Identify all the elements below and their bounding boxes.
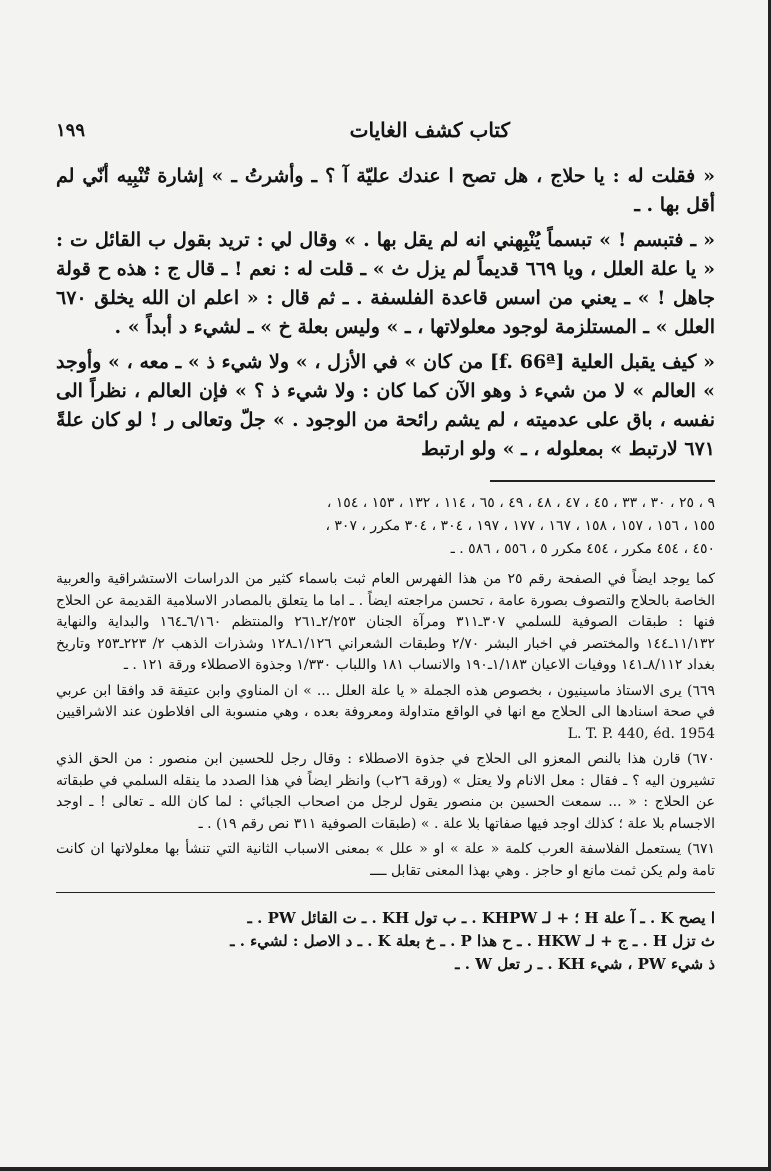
footnote: ٦٧٠) قارن هذا بالنص المعزو الى الحلاج في جذوة الاصطلاء : وقال رجل للحسين ابن منصور : من الحق الذي تشيرون اليه ؟ ـ فقال : معل الانام ولا يعتل » (ورقة ٢٦ب) وانظر ايضاً في هذا الصدد ما ينقله السلمي في طبقاته عن الحلاج : « ... سمعت الحسين بن منصور يقول لرجل من اصحاب الجبائي : لما كان الله ـ تعالى ! ـ اوجد الاجسام بلا علة ؛ كذلك اوجد فيها صفاتها بلا علة . » (طبقات الصوفية ٣١١ نص رقم ١٩) . ـ	[56, 751, 715, 832]
page-references	[56, 492, 715, 561]
main-paragraph: « ـ فتبسم ! » تبسماً يُنْبِهني انه لم يقل بها . » وقال لي : تريد بقول ب القائل ت : « يا علة العلل ، ويا ٦٦٩ قديماً لم يزل ث » ـ قلت له : نعم ! ـ قال ج : هذه ح قولة جاهل ! » ـ يعني من اسس قاعدة الفلسفة . ـ ثم قال : « اعلم ان الله يخلق ٦٧٠ العلل » ـ المستلزمة لوجود معلولاتها ، ـ » وليس بعلة خ » ـ لشيء د أبداً » .	[56, 229, 715, 338]
footnote: كما يوجد ايضاً في الصفحة رقم ٢٥ من هذا الفهرس العام ثبت باسماء كثير من الدراسات الاستشراقية والعربية الخاصة بالحلاج والتصوف بصورة عامة ، تحسن مراجعته ايضاً . ـ اما ما يتعلق بالمصادر الاسلامية القديمة عن الحلاج فنها : طبقات الصوفية للسلمي ٣٠٧ـ٣١١ ومرآة الجنان ٢/٢٥٣ـ٢٦١ والمنتظم ٦/١٦٠ـ١٦٤ والبداية والنهاية ١١/١٣٢ـ١٤٤ والمختصر في اخبار البشر ٢/٧٠ وطبقات الشعراني ١/١٢٦ـ١٢٨ وشذرات الذهب ٢/ ٢٢٣ـ٢٥٣ وتاريخ بغداد ٨/١١٢ـ١٤١ ووفيات الاعيان ١/١٨٣ـ١٩٠ والانساب ١٨١ واللباب ١/٣٣٠ وجذوة الاصطلاء ورقة ١٢١ . ـ	[56, 571, 715, 673]
reference-line: ٩ ، ٢٥ ، ٣٠ ، ٣٣ ، ٤٥ ، ٤٧ ، ٤٨ ، ٤٩ ، ٦٥ ، ١١٤ ، ١٣٢ ، ١٥٣ ، ١٥٤ ،	[326, 495, 715, 511]
main-paragraph: « كيف يقبل العلية [f. 66ª] من كان » في الأزل ، » ولا شيء ذ » ـ معه ، » وأوجد » العالم » لا من شيء ذ وهو الآن كما كان : ولا شيء ذ ؟ » فإن العالم ، نظراً الى نفسه ، باق على عدميته ، لم يشم رائحة من الوجود . » جلّ وتعالى ر ! لو كان علةً ٦٧١ لارتبط » بمعلوله ، ـ » ولو ارتبط	[56, 351, 715, 460]
critical-apparatus	[56, 907, 715, 976]
variant-line: ا يصح K . ـ آ علة H ؛ + لـ KHPW . ـ ب تول KH . ـ ت القائل PW . ـ	[247, 909, 715, 927]
main-paragraph: « فقلت له : يا حلاج ، هل تصح ا عندك عليّة آ ؟ ـ وأشرتُ ـ » إشارة تُنْبِيه أنّي لم أقل بها . ـ	[56, 165, 715, 216]
variant-line: ث تزل H . ـ ج + لـ HKW . ـ ح هذا P . ـ خ بعلة K . ـ د الاصل : لشيء . ـ	[230, 932, 715, 950]
footnote-rule	[490, 480, 715, 482]
reference-line: ١٥٥ ، ١٥٦ ، ١٥٧ ، ١٥٨ ، ١٦٧ ، ١٧٧ ، ١٩٧ ، ٣٠٤ ، ٣٠٤ مكرر ، ٣٠٧ ،	[325, 518, 715, 534]
footnote: ٦٦٩) يرى الاستاذ ماسينيون ، بخصوص هذه الجملة « يا علة العلل ... » ان المناوي وابن عتيقة قد وافقا ابن عربي في صحة اسنادها الى الحلاج مع انها في الواقع متداولة ومعروفة بعده ، وهي منسوبة الى افلاطون عند الاشراقيين 1954 .L. T. P. 440, éd	[56, 682, 715, 742]
running-header	[56, 118, 715, 152]
running-title: كتاب كشف الغايات	[349, 118, 510, 142]
main-text	[56, 162, 715, 464]
apparatus-rule	[56, 892, 715, 893]
footnote: ٦٧١) يستعمل الفلاسفة العرب كلمة « علة » او « علل » بمعنى الاسباب الثانية التي تنشأ بها معلولاتها ان كانت تامة ولم يكن ثمت مانع او حاجز . وهي بهذا المعنى تقابل ــــ	[56, 841, 715, 879]
footnotes	[56, 569, 715, 882]
page-edge	[0, 1167, 771, 1171]
variant-line: ذ شيء PW ، شيء KH . ـ ر تعل W . ـ	[455, 955, 715, 973]
document-page	[56, 118, 715, 976]
page-number: ١٩٩	[56, 120, 86, 141]
reference-line: ٤٥٠ ، ٤٥٤ مكرر ، ٤٥٤ مكرر ٥ ، ٥٥٦ ، ٥٨٦ . ـ	[450, 541, 715, 557]
